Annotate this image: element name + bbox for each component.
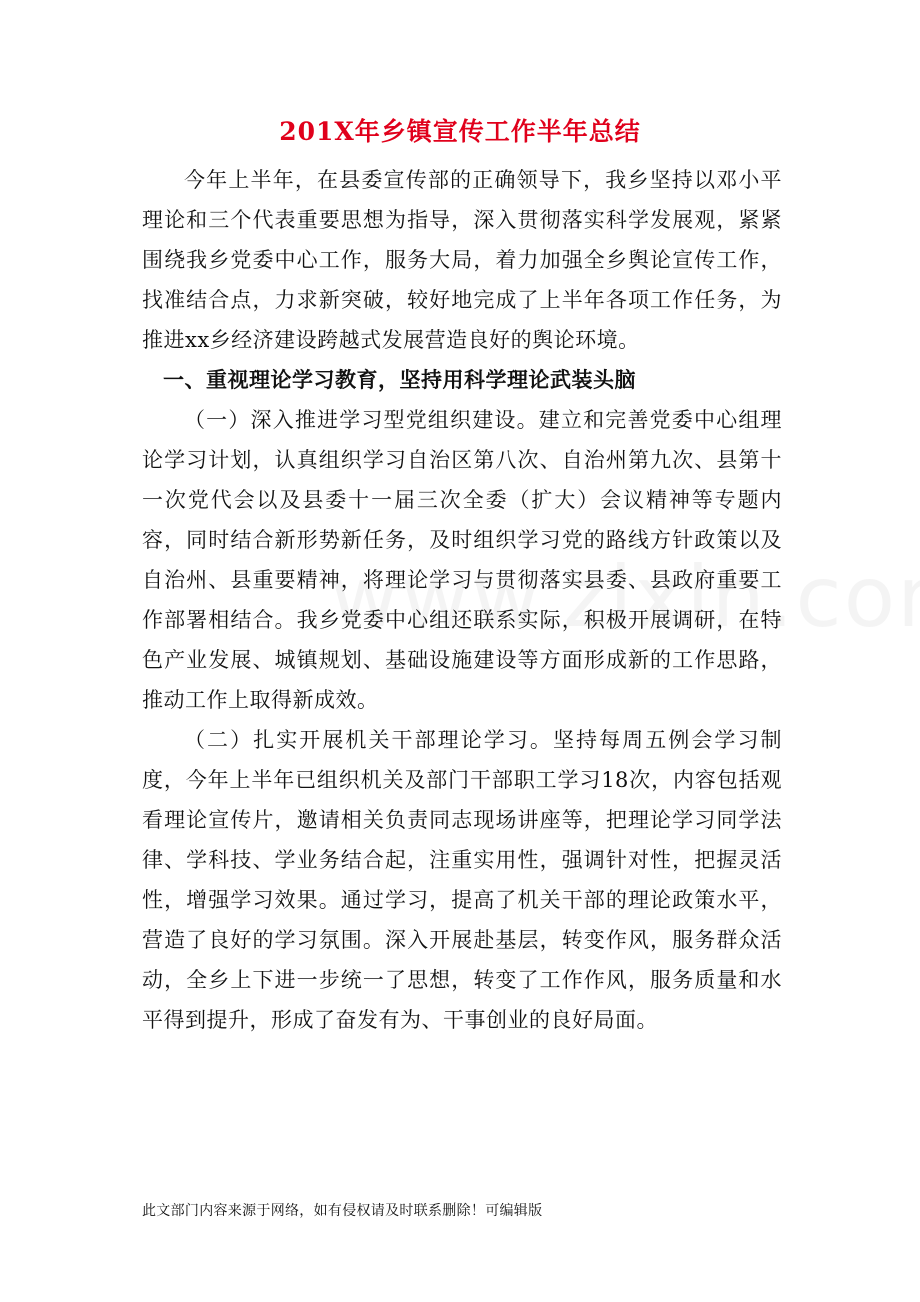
intro-paragraph: 今年上半年，在县委宣传部的正确领导下，我乡坚持以邓小平理论和三个代表重要思想为指导，深入贯彻落实科学发展观，紧紧围绕我乡党委中心工作，服务大局，着力加强全乡舆论宣传工作，找准结合点，力求新突破，较好地完成了上半年各项工作任务，为推进xx乡经济建设跨越式发展营造良好的舆论环境。 bbox=[142, 168, 782, 352]
document-title: 201X年乡镇宣传工作半年总结 bbox=[279, 117, 641, 146]
footer-note: 此文部门内容来源于网络，如有侵权请及时联系删除！可编辑版 bbox=[142, 1203, 543, 1219]
section-heading: 一、重视理论学习教育，坚持用科学理论武装头脑 bbox=[163, 368, 636, 392]
section-item-2: （二）扎实开展机关干部理论学习。坚持每周五例会学习制度，今年上半年已组织机关及部门干部职工学习18次，内容包括观看理论宣传片，邀请相关负责同志现场讲座等，把理论学习同学法律、学科技、学业务结合起，注重实用性，强调针对性，把握灵活性，增强学习效果。通过学习，提高了机关干部的理论政策水平，营造了良好的学习氛围。深入开展赴基层，转变作风，服务群众活动，全乡上下进一步统一了思想，转变了工作作风，服务质量和水平得到提升，形成了奋发有为、干事创业的良好局面。 bbox=[142, 728, 782, 1032]
document-body bbox=[142, 160, 782, 1040]
section-item-1: （一）深入推进学习型党组织建设。建立和完善党委中心组理论学习计划，认真组织学习自治区第八次、自治州第九次、县第十一次党代会以及县委十一届三次全委（扩大）会议精神等专题内容，同时结合新形势新任务，及时组织学习党的路线方针政策以及自治州、县重要精神，将理论学习与贯彻落实县委、县政府重要工作部署相结合。我乡党委中心组还联系实际，积极开展调研，在特色产业发展、城镇规划、基础设施建设等方面形成新的工作思路，推动工作上取得新成效。 bbox=[142, 408, 782, 712]
